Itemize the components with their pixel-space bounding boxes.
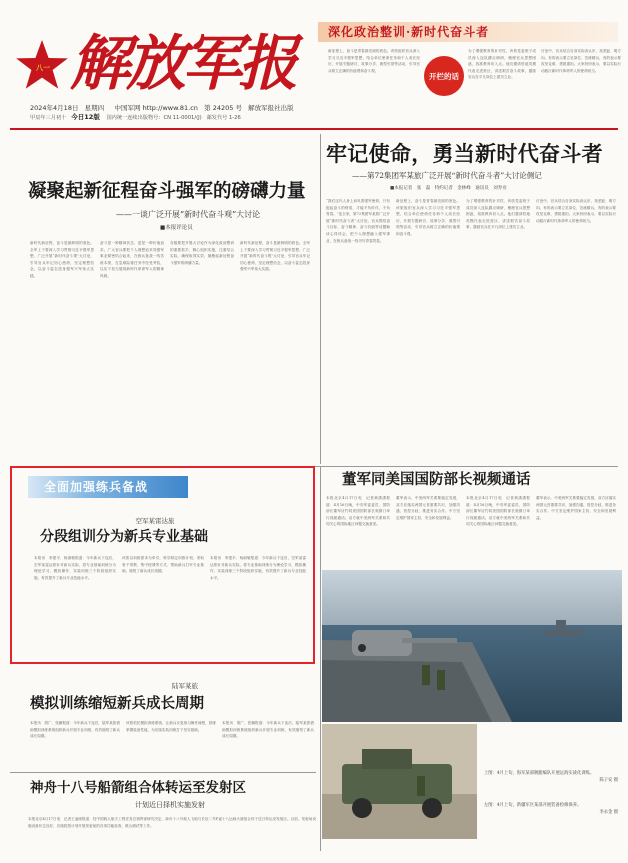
lead-body-col-1: “我们这代人身上肩负着强军使命，只有挺起奋斗的脊梁，才能不负时代、不负青春。”连日来，第72集团军某旅广泛开展“新时代奋斗者”大讨论，官兵围绕奋斗目标、奋斗精神、奋斗价值等话题畅谈心得体会，把个人理想融入强军事业，在练兵备战一线书写青春答卷。 (326, 199, 390, 243)
feature-col-1: 本报讯 李建平、杨淑敏报道：今年新兵下连后，空军某雷达旅针对新兵实际，将专业基础训练分为理论学习、模拟操作、实装训练三个阶段组织实施，有效提升了新兵专业技能水平。 (34, 556, 116, 580)
vertical-divider-top (320, 134, 321, 464)
naval-fleet-photo (322, 570, 622, 722)
feature-banner-text: 全面加强练兵备战 (44, 480, 149, 494)
masthead-sub-row (30, 113, 310, 122)
issue-date: 2024年4月18日 (30, 104, 79, 112)
website[interactable]: 中国军网 http://www.81.cn (114, 104, 198, 112)
postal-code: 邮发代号 1-26 (206, 115, 241, 121)
masthead-date-row (30, 104, 310, 113)
commentary-col-1: 新时代新征程，奋斗是最鲜明的底色。全军上下要深入学习贯彻习近平强军思想，广泛开展“新时代奋斗观”大讨论，引导官兵牢记初心使命，坚定理想信念，以奋斗姿态投身强军兴军伟大实践。 (30, 241, 94, 278)
lead-subtitle: ——第72集团军某旅广泛开展“新时代奋斗者”大讨论侧记 (352, 171, 542, 180)
caption-top-credit: 陈子安 摄 (599, 778, 618, 783)
space-headline: 神舟十八号船箭组合体转运至发射区 (30, 780, 246, 796)
newspaper-title: 解放军报 (70, 29, 294, 99)
commentary-headline: 凝聚起新征程奋斗强军的磅礴力量 (28, 181, 306, 202)
feature-kicker-2: 陆军某旅 (172, 682, 198, 690)
masthead-divider (10, 128, 618, 130)
column-intro-2: 为了增强教育的针对性，该旅党委班子成员深入连队蹲点调研，梳理官兵思想困惑，找准教育切入点。他们邀请驻地英模代表走进营区，讲述艰苦奋斗故事，激励官兵在平凡岗位上建功立业。 (468, 49, 536, 80)
column-seal-text: 开栏的话 (429, 71, 459, 81)
diplomacy-headline: 董军同美国国防部长视频通话 (342, 471, 531, 488)
diplomacy-col-3: 本报北京4月17日电 记者黄潇潇报道：4月16日晚，中央军委委员、国防部长董军应约同美国国防部长奥斯汀举行视频通话。双方就中美两军关系和共同关心的国际地区问题交换意见。 (466, 496, 530, 527)
diplomacy-col-1: 本报北京4月17日电 记者黄潇潇报道：4月16日晚，中央军委委员、国防部长董军应约同美国国防部长奥斯汀举行视频通话。双方就中美两军关系和共同关心的国际地区问题交换意见。 (326, 496, 390, 527)
weekday: 星期四 (84, 104, 105, 112)
lead-body-col-3: 为了增强教育的针对性，该旅党委班子成员深入连队蹲点调研，梳理官兵思想困惑，找准教育切入点。他们邀请驻地英模代表走进营区，讲述艰苦奋斗故事，激励官兵在平凡岗位上建功立业。 (466, 199, 530, 230)
photo-caption-bottom (484, 802, 618, 816)
space-body: 本报北京4月17日电 记者王凌硕报道：经中国载人航天工程任务总指挥部研究决定，神舟十八号载人飞船与长征二号F遥十八运载火箭组合体于近日转运至发射区。目前，发射场设施设备状态良好，后续将按计划开展发射前的各项功能检查、联合测试等工作。 (28, 817, 316, 828)
feature-col-2: 该旅以训练需求为牵引，科学制定训练计划，采取骨干带教、集中授课等方式，帮助新兵打牢专业基础，缩短了新兵成长周期。 (122, 556, 204, 574)
commentary-byline: ■本报评论员 (160, 225, 193, 231)
lead-body-col-4: 讨论中，官兵结合自身实际谈认识、找差距、明方向。有的表示要立足岗位、苦练精兵，有的表示要攻坚克难、勇挑重担。大家纷纷表示，要以实际行动践行新时代革命军人的使命担当。 (536, 199, 616, 223)
photo-caption-top (484, 770, 618, 784)
column-intro-1: 新征程上，奋斗是青春最亮丽的底色。该旅组织官兵深入学习习近平强军思想，结合单位使命任务和个人成长经历，开展专题研讨、故事分享、典型引领等活动，引导官兵树立正确的价值观和奋斗观。 (328, 49, 420, 73)
commentary-col-4: 新时代新征程，奋斗是最鲜明的底色。全军上下要深入学习贯彻习近平强军思想，广泛开展“新时代奋斗观”大讨论，引导官兵牢记初心使命，坚定理想信念，以奋斗姿态投身强军兴军伟大实践。 (240, 241, 310, 272)
maintenance-photo (322, 724, 477, 839)
feature-kicker-1: 空军某雷达旅 (135, 517, 175, 525)
column-banner-title: 深化政治整训·新时代奋斗者 (328, 25, 490, 39)
commentary-col-3: 各级要把开展大讨论作为深化政治整训的重要抓手，精心组织实施，注重结合实际，确保取得实效，凝聚起新征程奋斗强军的磅礴力量。 (170, 241, 234, 265)
lead-byline: ■本报记者 张 磊 特约记者 金林峰 通讯员 刘寿业 (390, 186, 507, 191)
column-intro-3: 讨论中，官兵结合自身实际谈认识、找差距、明方向。有的表示要立足岗位、苦练精兵，有的表示要攻坚克难、勇挑重担。大家纷纷表示，要以实际行动践行新时代革命军人的使命担当。 (541, 49, 621, 73)
lead-headline: 牢记使命，勇当新时代奋斗者 (326, 141, 603, 166)
feature2-col-1: 本报讯 胡广、张鹏报道：今年新兵下连后，陆军某旅借助模拟训练系统组织新兵开展专业训练，有效缩短了新兵成长周期。 (30, 721, 120, 739)
lunar-date: 甲辰年三月初十 (30, 115, 67, 121)
column-banner (318, 22, 618, 42)
caption-bottom-credit: 李永金 摄 (599, 810, 618, 815)
column-seal (424, 56, 464, 96)
lead-body-col-2: 新征程上，奋斗是青春最亮丽的底色。该旅组织官兵深入学习习近平强军思想，结合单位使命任务和个人成长经历，开展专题研讨、故事分享、典型引领等活动，引导官兵树立正确的价值观和奋斗观。 (396, 199, 460, 236)
caption-bottom-text: 左图：4月上旬，新疆军区某部开展装备检修保养。 (484, 803, 582, 808)
star-badge-text: 八一 (36, 64, 50, 72)
cn-number: 国内统一连续出版物号：CN 11-0001/(J) (106, 115, 202, 121)
bottom-divider (10, 772, 316, 773)
commentary-subtitle: ——一谈广泛开展“新时代奋斗观”大讨论 (116, 210, 261, 219)
commentary-col-2: 奋斗是一种精神状态，更是一种价值追求。广大官兵要把个人理想追求同强军事业紧密结合起来，在练兵备战一线苦练本领，在急难险重任务中经受考验，以实干担当展现新时代革命军人的精神风貌。 (100, 241, 164, 278)
diplomacy-col-4: 董军表示，中美两军关系要稳定发展，双方应落实两国元首重要共识，加强沟通，管控分歧，推进务实合作。中方坚定维护国家主权、安全和发展利益。 (536, 496, 616, 520)
vertical-divider-bottom (320, 466, 321, 851)
space-subtitle: 计划近日择机实施发射 (135, 801, 205, 809)
feature-headline-1: 分段组训分为新兵专业基础 (40, 529, 208, 545)
diplomacy-col-2: 董军表示，中美两军关系要稳定发展，双方应落实两国元首重要共识，加强沟通，管控分歧，推进务实合作。中方坚定维护国家主权、安全和发展利益。 (396, 496, 460, 520)
feature-headline-2: 模拟训练缩短新兵成长周期 (30, 695, 204, 712)
caption-top-text: 上图：4月上旬，海军某部舰艇编队开展远海实战化训练。 (484, 771, 595, 776)
feature2-col-2: 该旅依托模拟训练系统，让新兵反复练习操作流程，熟练掌握装备性能，为后续实装训练打下坚实基础。 (126, 721, 216, 732)
page-count: 今日12版 (71, 113, 100, 121)
publisher: 解放军报社出版 (248, 104, 294, 112)
serial-number: 第 24205 号 (204, 104, 242, 112)
feature-col-3: 本报讯 李建平、杨淑敏报道：今年新兵下连后，空军某雷达旅针对新兵实际，将专业基础训练分为理论学习、模拟操作、实装训练三个阶段组织实施，有效提升了新兵专业技能水平。 (210, 556, 306, 580)
feature2-col-3: 本报讯 胡广、张鹏报道：今年新兵下连后，陆军某旅借助模拟训练系统组织新兵开展专业训练，有效缩短了新兵成长周期。 (222, 721, 314, 739)
